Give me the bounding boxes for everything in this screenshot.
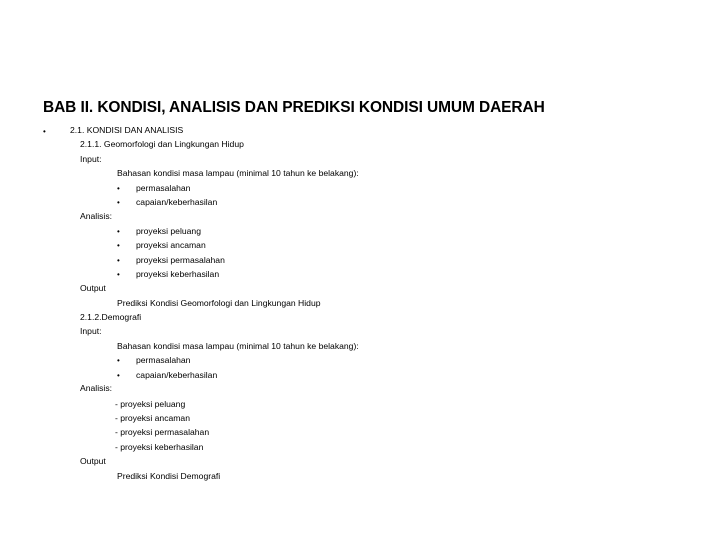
analisis-label: Analisis:	[80, 211, 112, 221]
list-item: - proyeksi ancaman	[115, 413, 190, 423]
list-item: capaian/keberhasilan	[136, 197, 218, 207]
page-title: BAB II. KONDISI, ANALISIS DAN PREDIKSI KONDISI UMUM DAERAH	[43, 99, 545, 116]
list-item: - proyeksi permasalahan	[115, 427, 210, 437]
output-text: Prediksi Kondisi Geomorfologi dan Lingkungan Hidup	[117, 298, 321, 308]
list-item: - proyeksi keberhasilan	[115, 442, 204, 452]
input-text: Bahasan kondisi masa lampau (minimal 10 tahun ke belakang):	[117, 341, 359, 351]
list-item: proyeksi permasalahan	[136, 255, 225, 265]
input-label: Input:	[80, 326, 102, 336]
list-bullet: •	[117, 371, 120, 380]
list-bullet: •	[117, 184, 120, 193]
list-bullet: •	[117, 241, 120, 250]
section-heading: 2.1. KONDISI DAN ANALISIS	[70, 125, 184, 135]
list-bullet: •	[117, 227, 120, 236]
list-item: proyeksi ancaman	[136, 240, 206, 250]
list-bullet: •	[117, 198, 120, 207]
analisis-label: Analisis:	[80, 383, 112, 393]
list-item: - proyeksi peluang	[115, 399, 186, 409]
list-bullet: •	[117, 270, 120, 279]
list-item: proyeksi keberhasilan	[136, 269, 220, 279]
list-item: capaian/keberhasilan	[136, 370, 218, 380]
subsection-heading-geomorfologi: 2.1.1. Geomorfologi dan Lingkungan Hidup	[80, 139, 244, 149]
input-label: Input:	[80, 154, 102, 164]
list-bullet: •	[43, 127, 46, 136]
subsection-heading-demografi: 2.1.2.Demografi	[80, 312, 142, 322]
output-text: Prediksi Kondisi Demografi	[117, 471, 221, 481]
input-text: Bahasan kondisi masa lampau (minimal 10 tahun ke belakang):	[117, 168, 359, 178]
list-item: proyeksi peluang	[136, 226, 201, 236]
list-bullet: •	[117, 356, 120, 365]
list-item: permasalahan	[136, 355, 191, 365]
list-bullet: •	[117, 256, 120, 265]
list-item: permasalahan	[136, 183, 191, 193]
output-label: Output	[80, 456, 106, 466]
output-label: Output	[80, 283, 106, 293]
